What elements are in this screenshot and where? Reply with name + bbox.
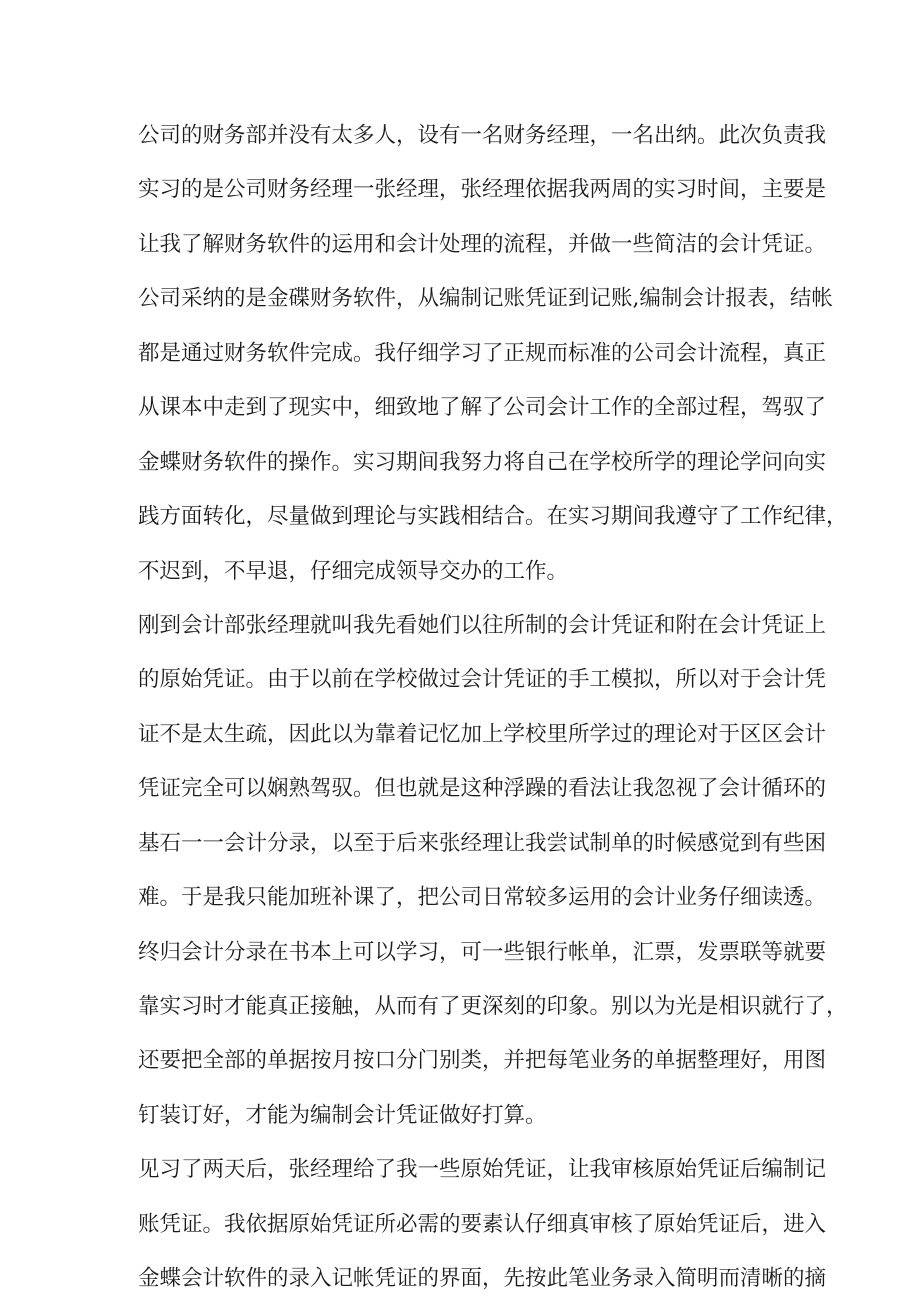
- text-line: 靠实习时才能真正接触，从而有了更深刻的印象。别以为光是相识就行了，: [138, 994, 848, 1019]
- text-line: 见习了两天后，张经理给了我一些原始凭证，让我审核原始凭证后编制记: [138, 1157, 827, 1183]
- text-line: 账凭证。我依据原始凭证所必需的要素认仔细真审核了原始凭证后，进入: [138, 1211, 827, 1237]
- text-line: 难。于是我只能加班补课了，把公司日常较多运用的会计业务仔细读透。: [138, 885, 827, 911]
- text-line: 不迟到，不早退，仔细完成领导交办的工作。: [138, 558, 569, 584]
- text-line: 从课本中走到了现实中，细致地了解了公司会计工作的全部过程，驾驭了: [138, 395, 827, 421]
- text-line: 刚到会计部张经理就叫我先看她们以往所制的会计凭证和附在会计凭证上: [138, 612, 827, 638]
- text-line: 的原始凭证。由于以前在学校做过会计凭证的手工模拟，所以对于会计凭: [138, 667, 827, 693]
- text-line: 金蝶会计软件的录入记帐凭证的界面，先按此笔业务录入简明而清晰的摘: [138, 1266, 827, 1292]
- text-line: 践方面转化，尽量做到理论与实践相结合。在实习期间我遵守了工作纪律，: [138, 504, 848, 530]
- text-line: 公司采纳的是金碟财务软件，从编制记账凭证到记账,编制会计报表，结帐: [138, 286, 833, 312]
- document-body: [138, 109, 848, 1307]
- text-line: 凭证完全可以娴熟驾驭。但也就是这种浮躁的看法让我忽视了会计循环的: [138, 776, 827, 802]
- text-line: 钉装订好，才能为编制会计凭证做好打算。: [138, 1102, 547, 1128]
- text-line: 实习的是公司财务经理一张经理，张经理依据我两周的实习时间，主要是: [138, 177, 827, 203]
- text-line: 证不是太生疏，因此以为靠着记忆加上学校里所学过的理论对于区区会计: [138, 721, 827, 747]
- text-line: 基石一一会计分录，以至于后来张经理让我尝试制单的时候感觉到有些困: [138, 830, 827, 856]
- text-line: 还要把全部的单据按月按口分门别类，并把每笔业务的单据整理好，用图: [138, 1048, 827, 1074]
- text-line: 终归会计分录在书本上可以学习，可一些银行帐单，汇票，发票联等就要: [138, 939, 827, 965]
- text-line: 金蝶财务软件的操作。实习期间我努力将自己在学校所学的理论学问向实: [138, 449, 827, 475]
- text-line: 让我了解财务软件的运用和会计处理的流程，并做一些简洁的会计凭证。: [138, 231, 827, 257]
- text-line: 都是通过财务软件完成。我仔细学习了正规而标准的公司会计流程，真正: [138, 340, 827, 366]
- text-line: 公司的财务部并没有太多人，设有一名财务经理，一名出纳。此次负责我: [138, 123, 827, 148]
